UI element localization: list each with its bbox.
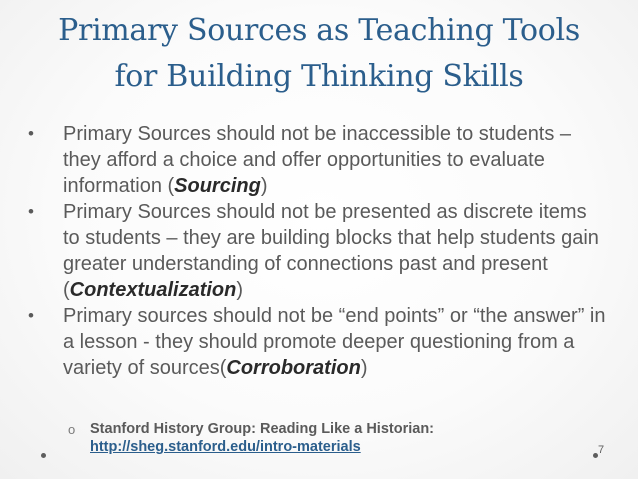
bullet-item-sourcing (28, 121, 608, 199)
bullet-close: ) (236, 279, 244, 301)
bullet-emphasis: Contextualization (69, 279, 237, 301)
sub-bullet-icon: o (68, 422, 76, 437)
slide-title (20, 8, 618, 100)
bullet-icon: • (28, 202, 34, 221)
bullet-emphasis: Sourcing (174, 175, 261, 197)
slide-title-line-1: Primary Sources as Teaching Tools (58, 13, 580, 48)
bullet-close: ) (360, 357, 368, 379)
bullet-item-contextualization (28, 199, 608, 303)
page-number: 7 (598, 444, 605, 456)
bullet-icon: • (28, 306, 34, 325)
bullet-text: Primary Sources should not be presented as discrete items to students – they are building blocks that help students gain greater understanding of connections past and present ( (63, 201, 599, 301)
slide-title-line-2: for Building Thinking Skills (114, 59, 524, 94)
bullet-icon: • (28, 124, 34, 143)
bullet-list (28, 121, 608, 381)
bullet-item-corroboration (28, 303, 608, 381)
source-citation: Stanford History Group: Reading Like a Historian: (90, 421, 435, 437)
bullet-emphasis: Corroboration (226, 357, 361, 379)
sub-bullet (68, 420, 568, 456)
footer-dot-left (41, 453, 46, 458)
source-link[interactable]: http://sheg.stanford.edu/intro-materials (90, 439, 361, 455)
bullet-text: Primary Sources should not be inaccessible to students – they afford a choice and offer opportunities to evaluate information ( (63, 123, 572, 197)
bullet-text: Primary sources should not be “end points” or “the answer” in a lesson - they should promote deeper questioning from a variety of sources( (63, 305, 606, 379)
bullet-close: ) (260, 175, 268, 197)
